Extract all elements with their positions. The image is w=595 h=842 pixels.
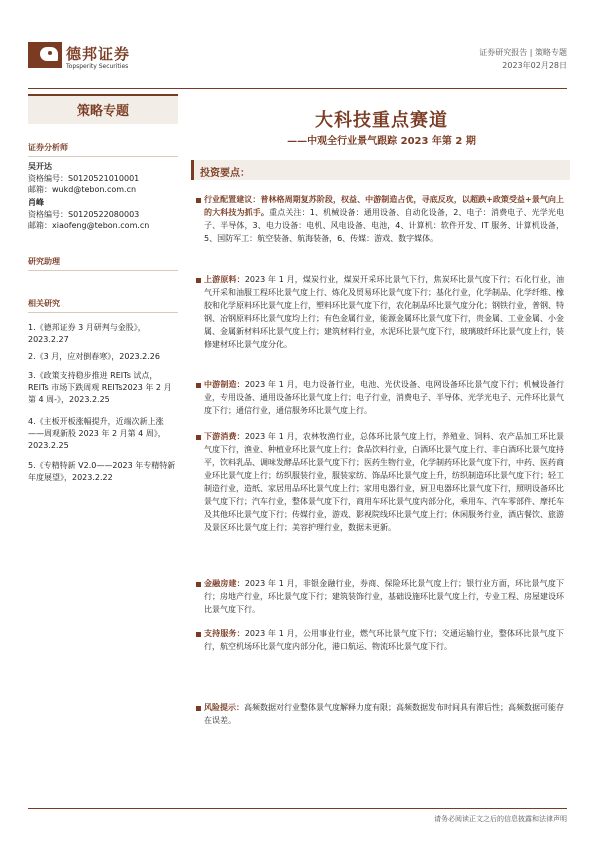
bullet-body: 重点关注：1、机械设备：通用设备、自动化设备，2、电子：消费电子、光学光电子、半导体，3、电力设备：电机、风电设备、电池，4、计算机：软件开发、IT 服务、计算机设备，5、国防军工：航空装备、航海装备，6、传媒：游戏、数字媒体。 <box>204 208 564 243</box>
analyst-name: 肖峰 <box>28 198 44 207</box>
report-title: 大科技重点赛道 <box>315 110 448 131</box>
bullet-body: 高频数据对行业整体景气度解释力度有限；高频数据发布时间具有滞后性；高频数据可能存在误差。 <box>204 703 564 725</box>
bullet-body: 2023 年 1 月，非银金融行业，券商、保险环比景气度上行；银行业方面，环比景气度下行；房地产行业，环比景气度下行；建筑装饰行业，基础设施环比景气度上行，专业工程、房屋建设环比景气度下行。 <box>204 579 565 614</box>
bullet-head: 行业配置建议：普林格周期复苏阶段，权益、中游制造占优，寻底反攻，以超跌+政策受益+景气向上的大科技为抓手。 <box>204 195 564 217</box>
bullet-finance <box>204 577 564 616</box>
bullet-head: 金融房建： <box>204 579 245 588</box>
bullet-head: 上游原料： <box>204 275 245 284</box>
bullet-risk <box>204 701 564 727</box>
sidebar-title: 策略专题 <box>76 104 129 119</box>
analyst-name: 吴开达 <box>28 162 52 171</box>
related-heading: 相关研究 <box>28 298 178 313</box>
bullet-head: 风险提示： <box>204 703 244 712</box>
bullet-icon <box>196 198 201 203</box>
bullet-downstream <box>204 430 564 534</box>
bullet-icon <box>196 632 201 637</box>
bullet-icon <box>196 435 201 440</box>
report-subtitle: ——中观全行业景气跟踪 2023 年第 2 期 <box>287 136 476 147</box>
assistant-heading: 研究助理 <box>28 256 178 271</box>
bullet-icon <box>196 278 201 283</box>
bullet-icon <box>196 706 201 711</box>
bullet-allocation <box>204 193 564 245</box>
key-points-heading: 投资要点： <box>200 168 250 179</box>
brand-name-cn: 德邦证券 <box>66 45 131 63</box>
bullet-midstream <box>204 378 564 417</box>
footer-disclaimer: 请务必阅读正文之后的信息披露和法律声明 <box>434 815 567 823</box>
bullet-head: 中游制造： <box>204 380 245 389</box>
footer-divider <box>28 808 567 809</box>
analyst-cert: 资格编号：S0120522080003 <box>28 209 140 219</box>
bullet-body: 2023 年 1 月，电力设备行业，电池、光伏设备、电网设备环比景气度下行；机械设备行业，专用设备、通用设备环比景气度上行；电子行业，消费电子、半导体、光学光电子、元件环比景气度下行；通信行业，通信服务环比景气度上行。 <box>204 380 565 415</box>
bullet-body: 2023 年 1 月，农林牧渔行业，总体环比景气度上行，养殖业、饲料、农产品加工环比景气度下行，渔业、种植业环比景气度上行；食品饮料行业，白酒环比景气度上行、非白酒环比景气度持平，饮料乳品、调味发酵品环比景气度下行；医药生物行业，化学制药环比景气度下行，中药、医药商业环比景气度上行；纺织服装行业，服装家纺、饰品环比景气度上升，纺织制造环比景气度下行；轻工制造行业，造纸、家居用品环比景气度上行；家用电器行业，厨卫电器环比景气度下行，照明设备环比景气度下行；汽车行业，整体景气度下行，商用车环比景气度内部分化，乘用车、汽车零部件、摩托车及其他环比景气度下行；传媒行业，游戏、影视院线环比景气度上行；休闲服务行业，酒店餐饮、旅游及景区环比景气度上行；美容护理行业，数据未更新。 <box>204 432 565 532</box>
brand-logo-icon <box>28 42 62 68</box>
bullet-head: 支持服务： <box>204 629 245 638</box>
related-item[interactable]: 5.《专精特新 V2.0——2023 年专精特新年度展望》，2023.2.22 <box>28 461 176 482</box>
bullet-body: 2023 年 1 月，煤炭行业，煤炭开采环比景气下行，焦炭环比景气度下行；石化行业，油气开采和油服工程环比景气度上行、炼化及贸易环比景气度下行；基化行业，化学制品、化学纤维、橡胶和化学原料环比景气度上行，塑料环比景气度下行，农化制品环比景气度分化；钢铁行业，普钢、特钢、冶钢原料环比景气度均上行；有色金属行业，能源金属环比景气度下行，贵金属、工业金属、小金属、金属新材料环比景气度上行；建筑材料行业，水泥环比景气度下行，玻璃玻纤环比景气度上行，装修建材环比景气度分化。 <box>204 275 565 349</box>
report-date: 2023年02月28日 <box>502 61 567 70</box>
header-divider <box>28 88 567 89</box>
bullet-icon <box>196 383 201 388</box>
bullet-head: 下游消费： <box>204 432 245 441</box>
analyst-email[interactable]: 邮箱：wukd@tebon.com.cn <box>28 185 137 194</box>
bullet-upstream <box>204 273 564 351</box>
analyst-2 <box>28 197 149 232</box>
bullet-support <box>204 627 564 653</box>
analyst-cert: 资格编号：S0120521010001 <box>28 173 140 183</box>
bullet-icon <box>196 582 201 587</box>
analysts-heading: 证券分析师 <box>28 142 178 157</box>
header-meta <box>479 46 567 72</box>
bullet-body: 2023 年 1 月，公用事业行业，燃气环比景气度下行；交通运输行业，整体环比景气度下行，航空机场环比景气度内部分化，港口航运、物流环比景气度下行。 <box>204 629 565 651</box>
doc-type: 证券研究报告 | 策略专题 <box>479 48 567 57</box>
analyst-1 <box>28 161 139 196</box>
related-item[interactable]: 3.《政策支持稳步推进 REITs 试点，REITs 市场下跌周观 REITs2023 年 2 月第 4 周-》，2023.2.25 <box>28 371 172 404</box>
analyst-email[interactable]: 邮箱：xiaofeng@tebon.com.cn <box>28 221 150 230</box>
brand-name-en: Topsperity Securities <box>66 63 129 70</box>
related-item[interactable]: 1.《德邦证券 3 月研判与金股》，2023.2.27 <box>28 323 146 344</box>
related-item[interactable]: 4.《主板开板涨幅提升，近端次新上涨——周观新股 2023 年 2 月第 4 周》，2023.2.25 <box>28 417 166 450</box>
related-item[interactable]: 2.《3 月，应对倒春寒》，2023.2.26 <box>28 352 160 361</box>
